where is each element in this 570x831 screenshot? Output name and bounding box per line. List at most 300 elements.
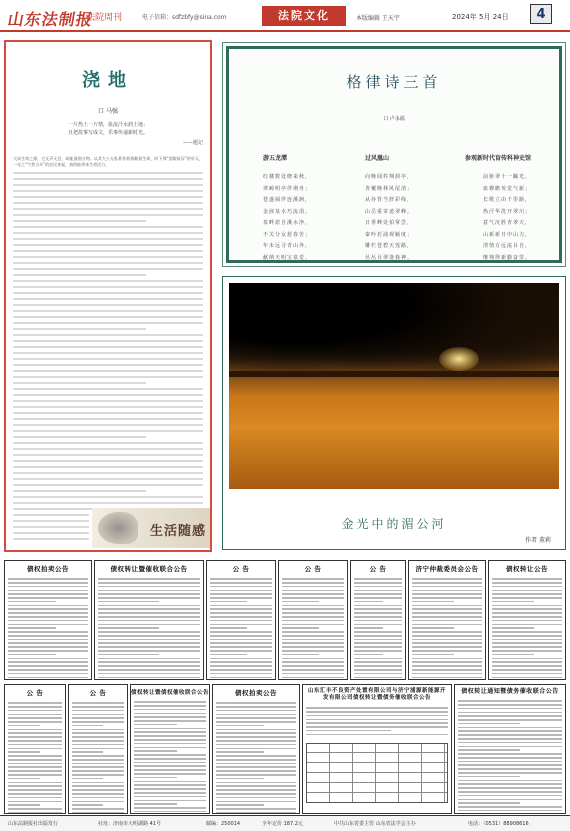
text-line (210, 669, 272, 671)
creditor-table (306, 743, 448, 803)
text-line (458, 719, 562, 721)
text-line (210, 590, 272, 592)
text-line (458, 738, 562, 740)
text-line (216, 729, 296, 731)
text-line (98, 627, 159, 629)
poem-column-3 (465, 153, 557, 264)
footer-postcode: 邮编：250014 (206, 821, 241, 827)
text-line (354, 650, 402, 652)
text-line (8, 785, 62, 787)
text-line (72, 721, 124, 723)
text-line (8, 717, 62, 719)
notice-title: 公 告 (232, 565, 250, 573)
essay-article (4, 40, 212, 552)
text-line (282, 582, 344, 584)
text-line (210, 665, 272, 667)
page-header (0, 0, 570, 32)
text-line (98, 601, 159, 603)
essay-epigraph-label: ——题记 (182, 140, 203, 146)
ink-sketch-illustration (98, 512, 138, 544)
notice-block (130, 684, 210, 814)
notice-title: 山东汇丰不良资产处置有限公司与济宁浦源新能源开发有限公司债权转让暨债务催收联合公告 (307, 688, 446, 701)
text-line (210, 627, 247, 629)
photo-section (222, 276, 566, 550)
text-line (8, 706, 62, 708)
text-line (412, 608, 482, 610)
text-line (282, 627, 319, 629)
text-line (216, 778, 264, 780)
weekly-label: 法院周刊 (86, 13, 123, 23)
text-line (13, 364, 203, 366)
text-line (134, 743, 206, 745)
text-line (134, 811, 206, 813)
poem-line: 年未远寻青山外， (263, 243, 312, 249)
text-line (134, 758, 206, 760)
text-line (282, 608, 344, 610)
text-line (72, 759, 124, 761)
text-line (8, 804, 40, 806)
text-line (216, 751, 264, 753)
sun-glow (439, 347, 479, 371)
text-line (8, 740, 62, 742)
text-line (8, 635, 88, 637)
text-line (8, 793, 62, 795)
notice-body (207, 573, 275, 680)
text-line (134, 735, 206, 737)
notice-block (94, 560, 204, 680)
poem-line: 红楼数处晓来秋， (263, 174, 312, 180)
text-line (216, 748, 296, 750)
text-line (458, 749, 520, 751)
text-line (98, 639, 200, 641)
text-line (98, 677, 200, 679)
poem-line: 金液泉水巧流涓。 (263, 208, 312, 215)
text-line (72, 729, 124, 731)
text-line (13, 418, 203, 420)
text-line (13, 184, 203, 186)
text-line (412, 673, 482, 675)
text-line (72, 812, 124, 814)
poem-line: 泉畔淤自溪水净， (263, 220, 312, 226)
text-line (72, 748, 124, 750)
essay-body-lines (13, 172, 203, 540)
text-line (282, 586, 344, 588)
text-line (492, 650, 562, 652)
text-line (8, 590, 88, 592)
text-line (13, 214, 203, 216)
contact-email: 电子信箱：sdfzbfy@sina.com (142, 14, 227, 21)
text-line (13, 334, 203, 336)
text-line (412, 639, 482, 641)
text-line (98, 590, 200, 592)
text-line (72, 801, 124, 803)
text-line (134, 739, 206, 741)
text-line (13, 226, 203, 228)
page-number: 4 (530, 4, 552, 24)
text-line (134, 788, 206, 790)
text-line (210, 642, 272, 644)
text-line (72, 797, 124, 799)
text-line (98, 646, 200, 648)
text-line (282, 578, 344, 580)
text-line (8, 624, 88, 626)
text-line (216, 808, 296, 810)
footer-publisher: 山东法制报社出版发行 (8, 821, 59, 827)
text-line (458, 802, 520, 804)
text-line (13, 256, 203, 258)
text-line (134, 800, 206, 802)
text-line (13, 436, 146, 438)
text-line (492, 631, 562, 633)
notice-title: 债权转让暨催收联合公告 (110, 565, 188, 573)
text-line (8, 759, 62, 761)
text-line (282, 646, 344, 648)
text-line (216, 812, 296, 814)
text-line (13, 412, 203, 414)
text-line (210, 616, 272, 618)
text-line (8, 755, 62, 757)
text-line (8, 642, 88, 644)
text-line (458, 772, 562, 774)
text-line (412, 582, 482, 584)
text-line (216, 717, 296, 719)
text-line (354, 597, 402, 599)
text-line (492, 639, 562, 641)
text-line (98, 593, 200, 595)
notice-title: 公 告 (369, 565, 387, 573)
text-line (282, 658, 344, 660)
text-line (458, 723, 520, 725)
text-line (492, 669, 562, 671)
essay-verse-line-2: 且把故事写成文，乐事传递新时光。 (67, 130, 148, 136)
text-line (458, 761, 562, 763)
text-line (282, 601, 319, 603)
text-line (98, 654, 159, 656)
notice-body (69, 697, 127, 814)
text-line (492, 586, 562, 588)
text-line (210, 658, 272, 660)
text-line (412, 669, 482, 671)
text-line (8, 763, 62, 765)
text-line (134, 777, 177, 779)
text-line (13, 490, 146, 492)
poem-line: 秦吟若浦观颖度； (365, 231, 414, 238)
text-line (492, 597, 562, 599)
text-line (13, 286, 203, 288)
text-line (8, 627, 56, 629)
notice-title: 公 告 (89, 689, 107, 697)
text-line (210, 631, 272, 633)
poem-line: 从谷背当舒彩线， (365, 197, 414, 203)
text-line (282, 677, 344, 679)
text-line (98, 582, 200, 584)
text-line (210, 608, 272, 610)
text-line (8, 751, 40, 753)
legal-notices-area (4, 560, 566, 814)
text-line (98, 624, 200, 626)
text-line (354, 590, 402, 592)
text-line (134, 701, 206, 703)
text-line (412, 654, 454, 656)
text-line (13, 238, 203, 240)
text-line (412, 624, 482, 626)
poem-line: 山岳重寄逍翠峰。 (365, 208, 414, 215)
text-line (492, 608, 562, 610)
text-line (306, 719, 448, 721)
text-line (216, 714, 296, 716)
footer-phone: 电话：（0531）88908616 (468, 821, 529, 827)
text-line (412, 642, 482, 644)
text-line (13, 400, 203, 402)
text-line (458, 799, 562, 801)
text-line (216, 785, 296, 787)
text-line (458, 757, 562, 759)
text-line (134, 724, 177, 726)
text-line (354, 627, 383, 629)
text-line (492, 635, 562, 637)
notice-body (455, 695, 565, 814)
essay-body-text: 大雨生命之源，它无声无息，却能滋润万物。以其大公无私著养着那颗最生命，时下那“望眼欲穿”的旱天，一年之“气势当开”的农民来说，真的能带来生命活力。 (13, 156, 203, 168)
poem-line: 清情方远流目自， (483, 243, 532, 249)
text-line (458, 730, 562, 732)
text-line (134, 807, 206, 809)
text-line (458, 810, 562, 812)
text-line (8, 620, 88, 622)
text-line (354, 620, 402, 622)
text-line (72, 740, 124, 742)
notice-body (303, 702, 451, 740)
notice-block (206, 560, 276, 680)
text-line (354, 661, 402, 663)
footer-sponsor: 中共山东省委主管 山东省法学会主办 (334, 821, 416, 827)
text-line (458, 795, 562, 797)
text-line (354, 582, 402, 584)
poem-line: 热汗华洗开翠川； (483, 208, 532, 215)
text-line (134, 747, 206, 749)
text-line (8, 736, 62, 738)
text-line (216, 801, 296, 803)
poem-column-title: 参观新时代盲传科神史馆 (465, 155, 532, 162)
text-line (8, 729, 62, 731)
text-line (492, 620, 562, 622)
text-line (8, 646, 88, 648)
text-line (8, 605, 88, 607)
text-line (412, 677, 482, 679)
life-essay-banner (92, 508, 212, 548)
text-line (98, 650, 200, 652)
text-line (8, 677, 88, 679)
poem-line: 献纳天明宝泉觉。 (263, 254, 312, 261)
text-line (282, 597, 344, 599)
text-line (282, 654, 319, 656)
text-line (98, 612, 200, 614)
text-line (354, 593, 402, 595)
text-line (458, 734, 562, 736)
text-line (412, 593, 482, 595)
notice-block (302, 684, 452, 814)
poem-column-1 (263, 153, 355, 264)
text-line (8, 639, 88, 641)
text-line (354, 642, 402, 644)
poem-line: 翠嶂明亭伴荆舟； (263, 185, 312, 192)
text-line (354, 612, 402, 614)
text-line (282, 616, 344, 618)
text-line (134, 713, 206, 715)
text-line (216, 789, 296, 791)
text-line (210, 605, 272, 607)
text-line (98, 665, 200, 667)
text-line (13, 448, 203, 450)
text-line (354, 608, 402, 610)
text-line (354, 605, 402, 607)
text-line (13, 538, 89, 540)
text-line (216, 782, 296, 784)
text-line (412, 646, 482, 648)
text-line (72, 732, 124, 734)
text-line (8, 582, 88, 584)
text-line (216, 759, 296, 761)
text-line (412, 578, 482, 580)
notice-title: 债权拍卖公告 (235, 689, 277, 697)
bridge-silhouette (229, 371, 559, 377)
newspaper-masthead: 山东法制报 (6, 10, 95, 29)
text-line (13, 310, 203, 312)
text-line (216, 706, 296, 708)
text-line (210, 639, 272, 641)
text-line (282, 673, 344, 675)
text-line (72, 710, 124, 712)
text-line (8, 744, 62, 746)
text-line (13, 232, 203, 234)
text-line (13, 406, 203, 408)
text-line (72, 793, 124, 795)
text-line (412, 597, 482, 599)
text-line (412, 631, 482, 633)
text-line (282, 612, 344, 614)
text-line (134, 731, 206, 733)
text-line (412, 586, 482, 588)
text-line (134, 773, 206, 775)
text-line (8, 616, 88, 618)
text-line (354, 665, 402, 667)
text-line (306, 730, 391, 732)
text-line (134, 765, 206, 767)
text-line (13, 442, 203, 444)
essay-verse-line-1: 一片热土一片情，血流汗水润土地； (67, 122, 148, 128)
text-line (13, 244, 203, 246)
poem-line: 血穆瞻英觉气新； (483, 185, 532, 192)
text-line (8, 774, 62, 776)
text-line (306, 726, 448, 728)
text-line (13, 292, 203, 294)
text-line (210, 601, 247, 603)
text-line (98, 578, 200, 580)
text-line (210, 624, 272, 626)
text-line (8, 789, 62, 791)
text-line (412, 612, 482, 614)
text-line (13, 346, 203, 348)
text-line (8, 702, 62, 704)
text-line (458, 764, 562, 766)
text-line (306, 711, 448, 713)
essay-title: 浇地 (82, 70, 134, 91)
text-line (134, 762, 206, 764)
notice-title: 债权转让暨债权催收联合公告 (131, 690, 210, 696)
text-line (492, 673, 562, 675)
text-line (72, 714, 124, 716)
notice-block (454, 684, 566, 814)
text-line (8, 650, 88, 652)
text-line (98, 673, 200, 675)
notice-block (212, 684, 300, 814)
text-line (72, 778, 103, 780)
text-line (354, 658, 402, 660)
text-line (492, 605, 562, 607)
text-line (306, 715, 448, 717)
text-line (306, 722, 448, 724)
text-line (8, 782, 62, 784)
text-line (8, 748, 62, 750)
text-line (8, 578, 88, 580)
text-line (8, 608, 88, 610)
text-line (216, 755, 296, 757)
text-line (13, 298, 203, 300)
notice-block (4, 560, 92, 680)
text-line (98, 631, 200, 633)
text-line (98, 605, 200, 607)
text-line (210, 646, 272, 648)
essay-author: 口 马强 (98, 108, 118, 115)
poem-line: 继翔得新勤奋里。 (483, 254, 532, 261)
text-line (216, 766, 296, 768)
text-line (13, 520, 89, 522)
text-line (13, 358, 203, 360)
notice-title: 公 告 (26, 689, 44, 697)
text-line (72, 789, 124, 791)
text-line (13, 280, 203, 282)
notice-body (489, 573, 565, 680)
text-line (13, 394, 203, 396)
text-line (216, 763, 296, 765)
notice-body (409, 573, 485, 680)
text-line (13, 466, 203, 468)
notice-block (68, 684, 128, 814)
text-line (8, 661, 88, 663)
text-line (216, 797, 296, 799)
text-line (458, 776, 520, 778)
text-line (8, 673, 88, 675)
text-line (8, 593, 88, 595)
text-line (458, 768, 562, 770)
text-line (13, 460, 203, 462)
poem-frame (226, 46, 562, 263)
notice-title: 济宁仲裁委员会公告 (415, 565, 479, 573)
text-line (8, 654, 56, 656)
notice-title: 债权拍卖公告 (27, 565, 69, 573)
text-line (492, 654, 534, 656)
text-line (72, 770, 124, 772)
section-badge: 法院文化 (262, 6, 346, 26)
text-line (8, 665, 88, 667)
text-line (282, 639, 344, 641)
notice-body (5, 573, 91, 680)
text-line (13, 454, 203, 456)
text-line (412, 635, 482, 637)
text-line (306, 707, 448, 709)
text-line (282, 605, 344, 607)
text-line (458, 715, 562, 717)
text-line (8, 801, 62, 803)
